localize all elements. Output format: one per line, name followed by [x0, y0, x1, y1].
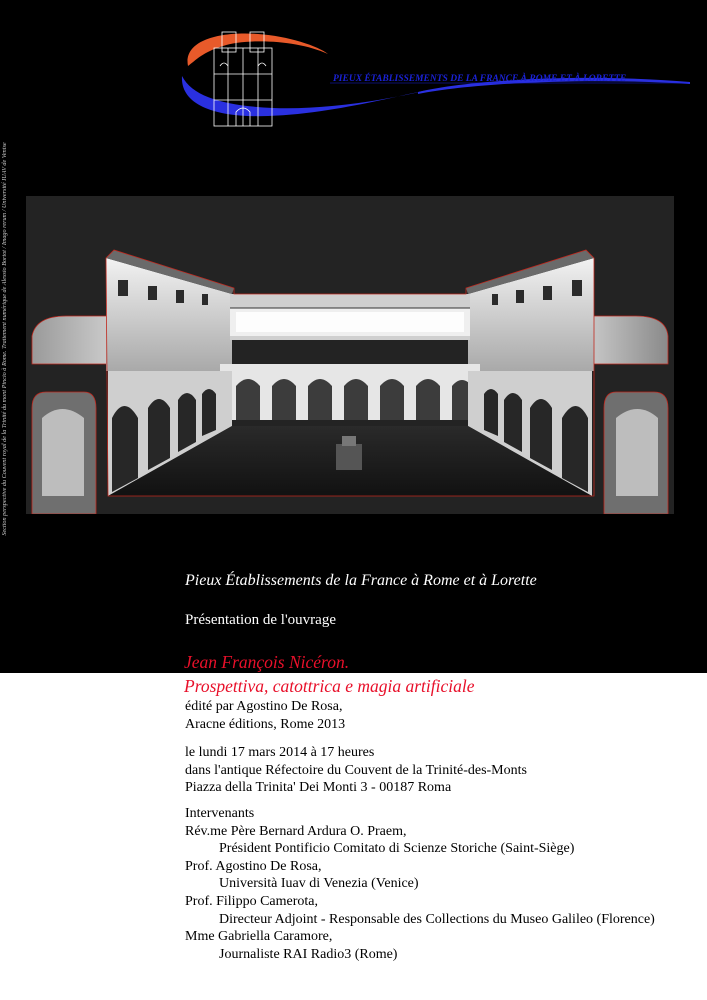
event-details — [185, 744, 527, 797]
speakers-section — [185, 805, 655, 963]
book-title: Prospettiva, catottrica e magia artificiale — [184, 676, 475, 696]
speaker-role: Journaliste RAI Radio3 (Rome) — [219, 946, 398, 962]
event-venue: dans l'antique Réfectoire du Couvent de la Trinité-des-Monts — [185, 762, 527, 778]
organization-subtitle: Pieux Établissements de la France à Rome et à Lorette — [185, 572, 537, 589]
speaker-name: Mme Gabriella Caramore, — [185, 929, 333, 945]
speaker-role: Président Pontificio Comitato di Scienze Storiche (Saint-Siège) — [219, 841, 575, 857]
speaker-name: Prof. Agostino De Rosa, — [185, 858, 322, 874]
speaker-name: Rév.me Père Bernard Ardura O. Praem, — [185, 823, 407, 839]
event-date: le lundi 17 mars 2014 à 17 heures — [185, 745, 375, 760]
speaker-role: Università Iuav di Venezia (Venice) — [219, 876, 419, 892]
speakers-heading: Intervenants — [185, 806, 255, 821]
photo-credit: Section perspective du Couvent royal de la Trinité du mont Pincio à Rome. Traitement numérique de Alessio Bortot / Imago rerum / Université IUAV de Venise — [1, 142, 8, 536]
banner-text: PIEUX ÉTABLISSEMENTS DE LA FRANCE À ROME ET À LORETTE — [333, 74, 627, 84]
speaker-name: Prof. Filippo Camerota, — [185, 893, 318, 909]
logo — [178, 26, 698, 136]
courtyard-section-image — [26, 196, 674, 514]
event-address: Piazza della Trinita' Dei Monti 3 - 00187 Roma — [185, 780, 452, 796]
publication-info — [185, 698, 345, 733]
publisher: Aracne éditions, Rome 2013 — [185, 716, 346, 732]
book-author: Jean François Nicéron. — [184, 652, 350, 672]
edited-by: édité par Agostino De Rosa, — [185, 699, 343, 714]
presentation-heading: Présentation de l'ouvrage — [185, 612, 336, 628]
speaker-role: Directeur Adjoint - Responsable des Collections du Museo Galileo (Florence) — [219, 911, 655, 927]
